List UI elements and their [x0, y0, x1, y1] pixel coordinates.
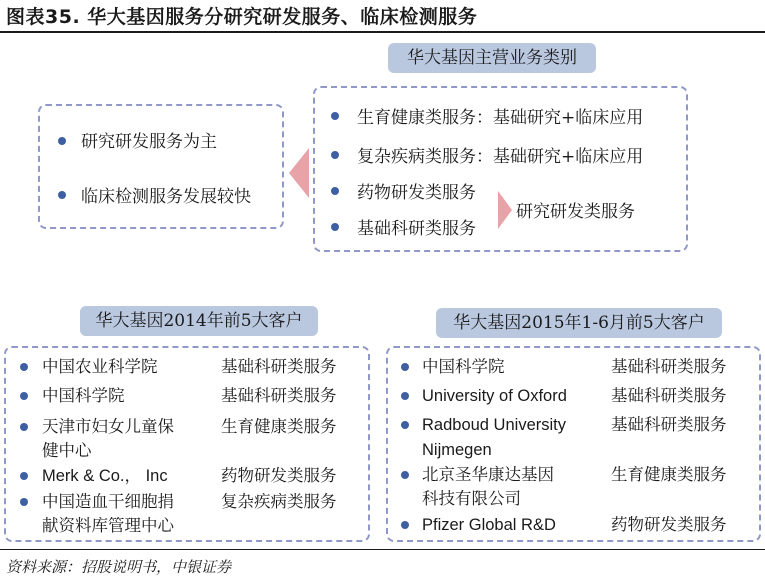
bullet-icon — [20, 423, 28, 431]
client-2014-name-cont: 健中心 — [42, 441, 92, 460]
bullet-icon — [20, 498, 28, 506]
left-arrow-icon — [289, 148, 309, 198]
bullet-icon — [331, 187, 339, 195]
main-business-header: 华大基因主营业务类别 — [388, 43, 596, 73]
bullet-icon — [58, 137, 66, 145]
client-2014-name: 中国农业科学院 — [42, 357, 158, 376]
bullet-icon — [331, 223, 339, 231]
client-2015-name-cont: Nijmegen — [422, 441, 492, 459]
client-2015-category: 基础科研类服务 — [611, 357, 727, 376]
client-2014-name: 中国造血干细胞捐 — [42, 492, 174, 511]
right-item-reproductive: 生育健康类服务：基础研究+临床应用 — [357, 108, 644, 128]
client-2014-category: 基础科研类服务 — [221, 386, 337, 405]
client-2014-name: 中国科学院 — [42, 386, 125, 405]
bullet-icon — [401, 471, 409, 479]
right-item-complex-disease: 复杂疾病类服务：基础研究+临床应用 — [357, 147, 644, 167]
clients-2015-header: 华大基因2015年1-6月前5大客户 — [436, 308, 722, 338]
client-2014-category: 复杂疾病类服务 — [221, 492, 337, 511]
figure-title: 图表35. 华大基因服务分研究研发服务、临床检测服务 — [6, 6, 478, 28]
client-2014-category: 生育健康类服务 — [221, 417, 337, 436]
client-2015-name: Radboud University — [422, 416, 566, 434]
bullet-icon — [20, 392, 28, 400]
merge-label: 研究研发类服务 — [516, 202, 635, 222]
client-2015-category: 生育健康类服务 — [611, 465, 727, 484]
bullet-icon — [331, 151, 339, 159]
left-summary-box — [38, 104, 284, 229]
clients-2014-header: 华大基因2014年前5大客户 — [80, 306, 318, 336]
left-item-research: 研究研发服务为主 — [81, 132, 217, 152]
client-2015-name: University of Oxford — [422, 387, 567, 405]
client-2014-name-cont: 献资料库管理中心 — [42, 516, 174, 535]
bottom-rule — [0, 549, 765, 550]
client-2015-name-cont: 科技有限公司 — [422, 489, 521, 508]
right-arrow-icon — [498, 191, 512, 229]
top-rule — [0, 31, 765, 33]
right-item-drug-rd: 药物研发类服务 — [357, 183, 476, 203]
client-2015-name: 中国科学院 — [422, 357, 505, 376]
bullet-icon — [20, 472, 28, 480]
client-2014-name: Merk & Co.， Inc — [42, 467, 168, 485]
client-2014-category: 药物研发类服务 — [221, 466, 337, 485]
bullet-icon — [401, 421, 409, 429]
client-2015-name: 北京圣华康达基因 — [422, 465, 554, 484]
left-item-clinical: 临床检测服务发展较快 — [81, 187, 251, 207]
client-2014-name: 天津市妇女儿童保 — [42, 417, 174, 436]
client-2015-name: Pfizer Global R&D — [422, 516, 556, 534]
bullet-icon — [58, 191, 66, 199]
right-item-basic-research: 基础科研类服务 — [357, 219, 476, 239]
client-2015-category: 基础科研类服务 — [611, 386, 727, 405]
bullet-icon — [401, 521, 409, 529]
bullet-icon — [20, 363, 28, 371]
client-2015-category: 药物研发类服务 — [611, 515, 727, 534]
bullet-icon — [401, 392, 409, 400]
bullet-icon — [331, 112, 339, 120]
client-2015-category: 基础科研类服务 — [611, 415, 727, 434]
source-note: 资料来源：招股说明书，中银证券 — [6, 558, 232, 576]
client-2014-category: 基础科研类服务 — [221, 357, 337, 376]
bullet-icon — [401, 363, 409, 371]
